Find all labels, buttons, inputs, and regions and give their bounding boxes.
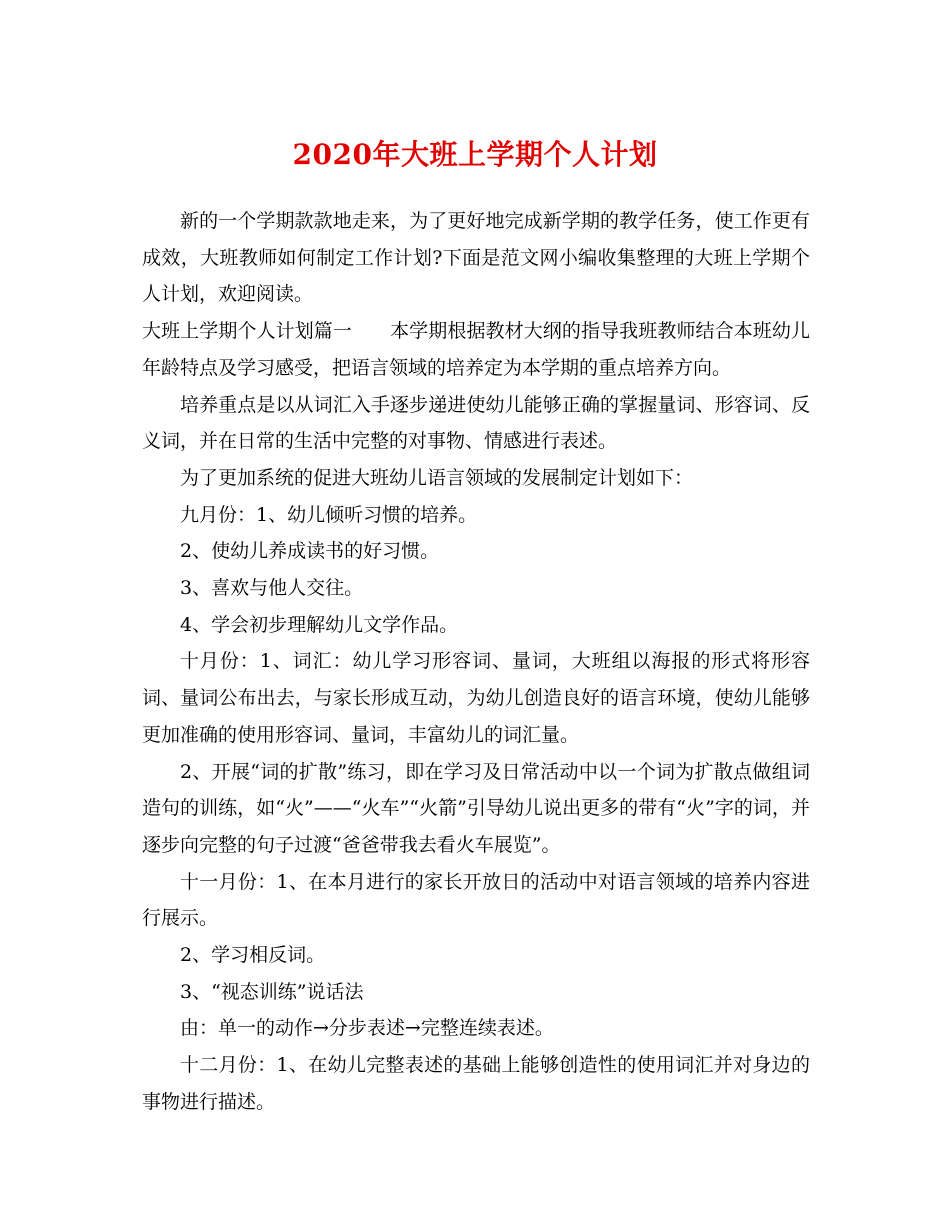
october-item-2: 2、开展“词的扩散”练习，即在学习及日常活动中以一个词为扩散点做组词造句的训练，如“火”——“火车”“火箭”引导幼儿说出更多的带有“火”字的词，并逐步向完整的句子过渡“爸爸带我去看火车展览”。 [142,760,810,856]
september-item-3: 3、喜欢与他人交往。 [180,577,364,600]
document-title: 2020年大班上学期个人计划 [292,138,658,171]
october-item-1: 十月份：1、词汇：幼儿学习形容词、量词，大班组以海报的形式将形容词、量词公布出去，与家长形成互动，为幼儿创造良好的语言环境，使幼儿能够更加准确的使用形容词、量词，丰富幼儿的词汇量。 [142,650,810,746]
section-paragraph [142,313,810,386]
section-text: 本学期根据教材大纲的指导我班教师结合本班幼儿年龄特点及学习感受，把语言领域的培养定为本学期的重点培养方向。 [142,320,810,379]
september-item-1: 九月份：1、幼儿倾听习惯的培养。 [180,503,478,526]
focus-paragraph: 培养重点是以从词汇入手逐步递进使幼儿能够正确的掌握量词、形容词、反义词，并在日常的生活中完整的对事物、情感进行表述。 [142,393,810,453]
september-item-2: 2、使幼儿养成读书的好习惯。 [180,540,440,563]
november-item-3-detail: 由：单一的动作→分步表述→完整连续表述。 [180,1017,554,1040]
document-body [142,203,810,1121]
december-item-1: 十二月份：1、在幼儿完整表述的基础上能够创造性的使用词汇并对身边的事物进行描述。 [142,1054,810,1113]
intro-paragraph: 新的一个学期款款地走来，为了更好地完成新学期的教学任务，使工作更有成效，大班教师如何制定工作计划?下面是范文网小编收集整理的大班上学期个人计划，欢迎阅读。 [142,210,810,306]
section-heading: 大班上学期个人计划篇一 [142,320,352,343]
plan-intro-paragraph: 为了更加系统的促进大班幼儿语言领域的发展制定计划如下： [180,466,694,489]
november-item-1: 十一月份：1、在本月进行的家长开放日的活动中对语言领域的培养内容进行展示。 [142,870,810,930]
november-item-2: 2、学习相反词。 [180,944,326,967]
september-item-4: 4、学会初步理解幼儿文学作品。 [180,613,459,636]
november-item-3: 3、“视态训练”说话法 [180,980,364,1003]
